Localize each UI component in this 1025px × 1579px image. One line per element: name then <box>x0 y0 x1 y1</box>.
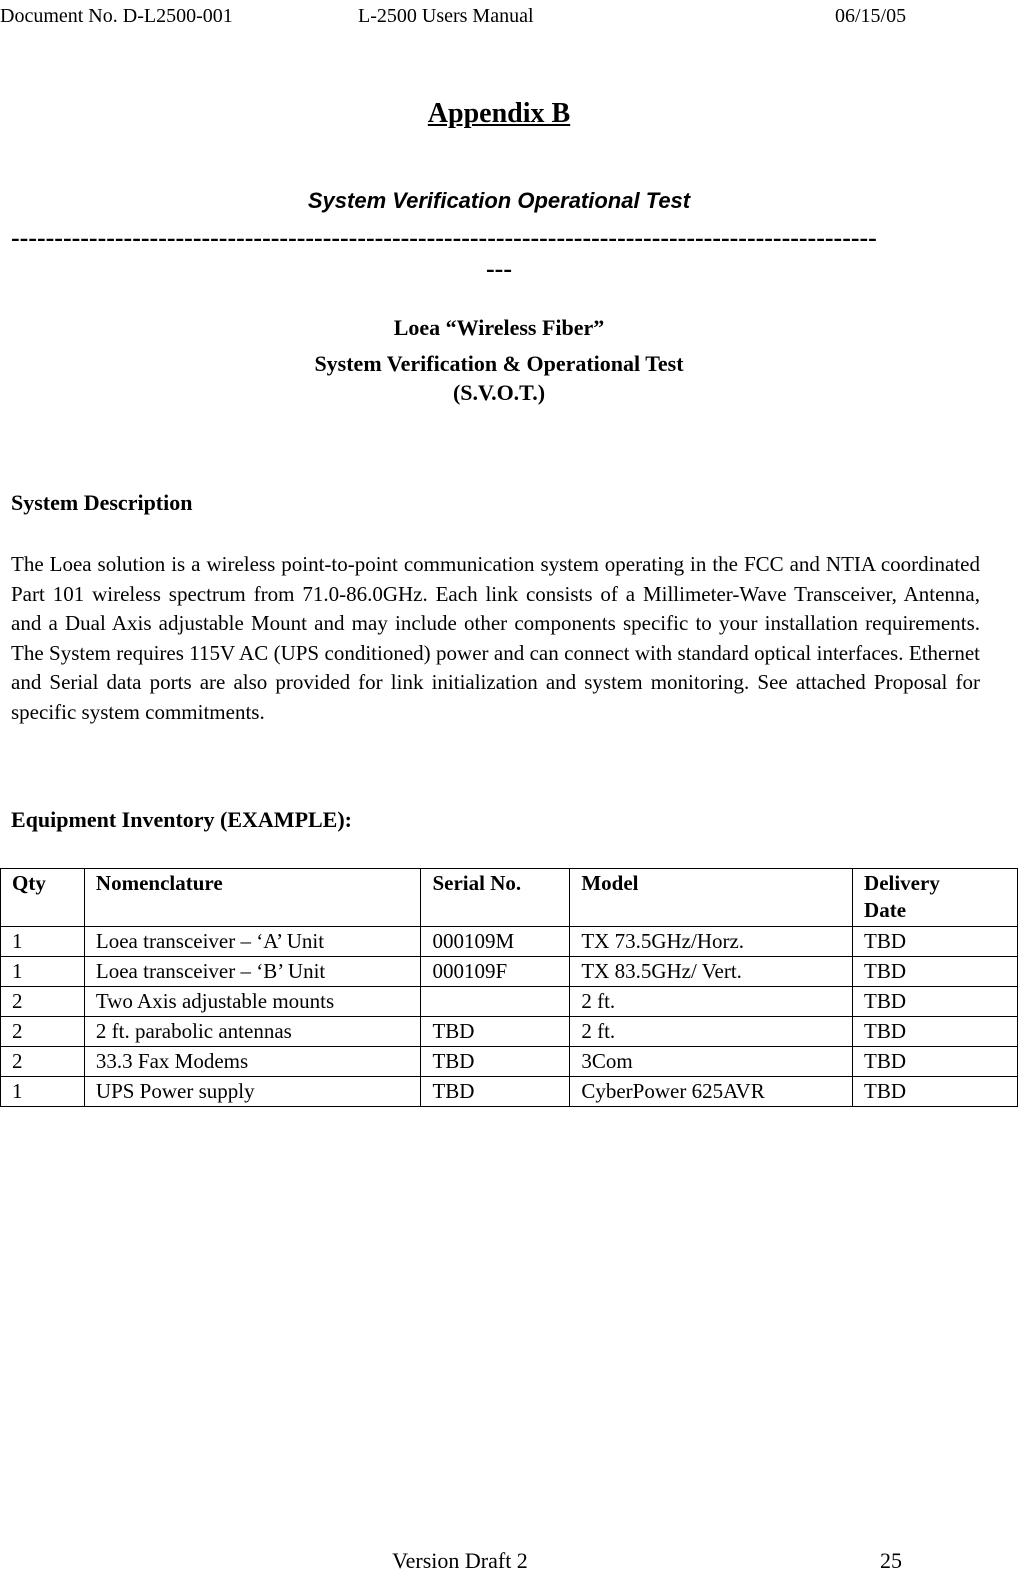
cell-nomenclature: 33.3 Fax Modems <box>84 1047 421 1077</box>
cell-qty: 2 <box>1 1047 85 1077</box>
cell-serial: TBD <box>421 1017 570 1047</box>
cell-delivery-date: TBD <box>853 1077 1018 1107</box>
cell-model: CyberPower 625AVR <box>570 1077 853 1107</box>
cell-delivery-date: TBD <box>853 927 1018 957</box>
cell-model: TX 73.5GHz/Horz. <box>570 927 853 957</box>
cell-serial: TBD <box>421 1047 570 1077</box>
table-row <box>1 957 1018 987</box>
cell-delivery-date: TBD <box>853 987 1018 1017</box>
table-row <box>1 927 1018 957</box>
cell-nomenclature: Loea transceiver – ‘A’ Unit <box>84 927 421 957</box>
appendix-title: Appendix B <box>427 98 571 129</box>
footer-page-number: 25 <box>880 1548 902 1573</box>
table-row <box>1 1017 1018 1047</box>
table-header-row <box>1 869 1018 927</box>
column-header-delivery-date: Delivery Date <box>853 869 1018 927</box>
separator-line-wrap: --- <box>486 254 512 283</box>
equipment-inventory-table <box>0 868 1018 1107</box>
title-block-line3: (S.V.O.T.) <box>452 380 546 405</box>
equipment-inventory-heading: Equipment Inventory (EXAMPLE): <box>11 807 353 832</box>
cell-nomenclature: Two Axis adjustable mounts <box>84 987 421 1017</box>
cell-delivery-date: TBD <box>853 1047 1018 1077</box>
cell-delivery-date: TBD <box>853 957 1018 987</box>
cell-delivery-date: TBD <box>853 1017 1018 1047</box>
cell-qty: 1 <box>1 1077 85 1107</box>
table-row <box>1 987 1018 1017</box>
cell-nomenclature: Loea transceiver – ‘B’ Unit <box>84 957 421 987</box>
cell-nomenclature: 2 ft. parabolic antennas <box>84 1017 421 1047</box>
header-date: 06/15/05 <box>835 5 907 27</box>
separator-line: ---------------------------------------------------------------------------------------------------- <box>11 223 877 252</box>
table-row <box>1 1077 1018 1107</box>
section-subtitle: System Verification Operational Test <box>307 188 691 213</box>
cell-model: 2 ft. <box>570 1017 853 1047</box>
system-description-body: The Loea solution is a wireless point-to-point communication system operating in the FCC and NTIA coordinated Part 101 wireless spectrum from 71.0-86.0GHz. Each link consists of a Millimeter-Wave Transceiver, Antenna, and a Dual Axis adjustable Mount and may include other components specific to your installation requirements. The System requires 115V AC (UPS conditioned) power and can connect with standard optical interfaces. Ethernet and Serial data ports are also provided for link initialization and system monitoring. See attached Proposal for specific system commitments. <box>11 552 980 724</box>
header-manual-title: L-2500 Users Manual <box>358 5 534 27</box>
column-header-model: Model <box>570 869 853 927</box>
cell-qty: 2 <box>1 1017 85 1047</box>
system-description-heading: System Description <box>11 490 193 515</box>
cell-model: 3Com <box>570 1047 853 1077</box>
title-block-line1: Loea “Wireless Fiber” <box>393 315 605 340</box>
column-header-serial: Serial No. <box>421 869 570 927</box>
column-header-qty: Qty <box>1 869 85 927</box>
table-row <box>1 1047 1018 1077</box>
column-header-nomenclature: Nomenclature <box>84 869 421 927</box>
title-block-line2: System Verification & Operational Test <box>314 351 684 376</box>
cell-serial: 000109M <box>421 927 570 957</box>
cell-serial: 000109F <box>421 957 570 987</box>
cell-model: TX 83.5GHz/ Vert. <box>570 957 853 987</box>
header-doc-number: Document No. D-L2500-001 <box>0 5 233 27</box>
cell-serial <box>421 987 570 1017</box>
cell-qty: 1 <box>1 957 85 987</box>
footer-version: Version Draft 2 <box>392 1548 528 1573</box>
cell-qty: 2 <box>1 987 85 1017</box>
cell-qty: 1 <box>1 927 85 957</box>
cell-nomenclature: UPS Power supply <box>84 1077 421 1107</box>
cell-model: 2 ft. <box>570 987 853 1017</box>
cell-serial: TBD <box>421 1077 570 1107</box>
